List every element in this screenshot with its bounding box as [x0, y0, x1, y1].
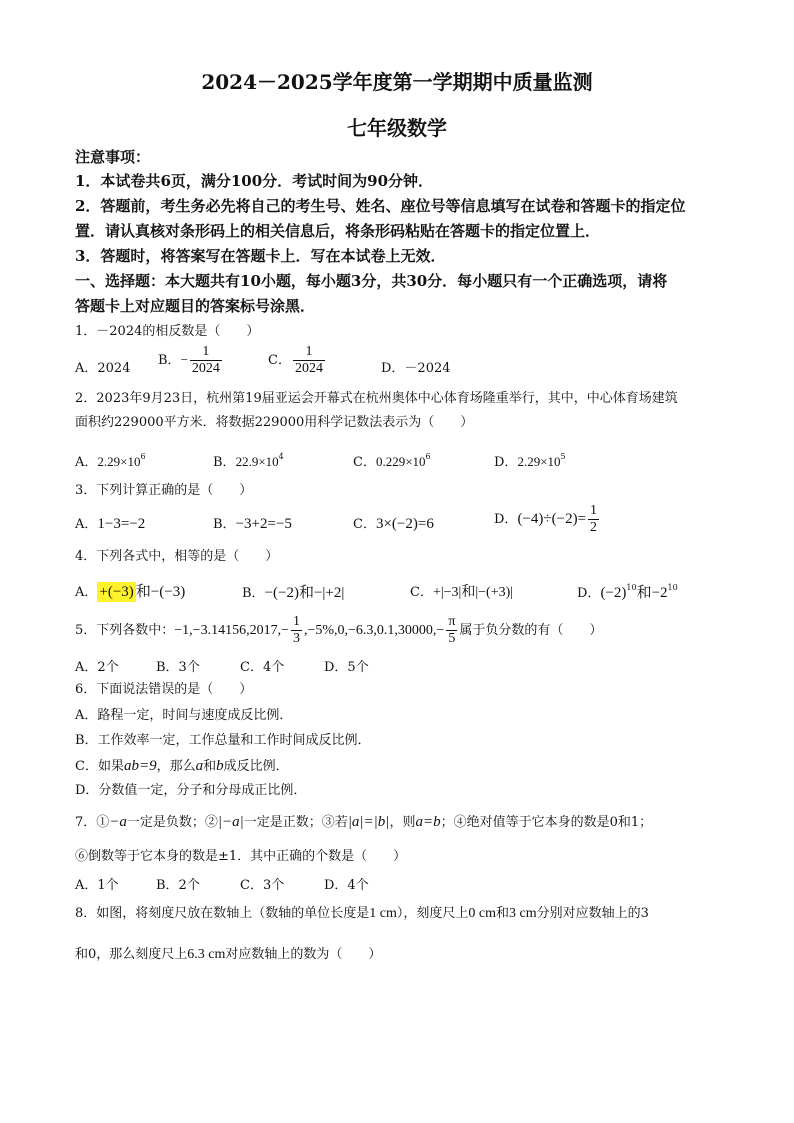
- option-base: 2.29×10: [97, 454, 141, 469]
- q7-stem-line-1: [75, 813, 652, 832]
- q6-option-c: [75, 757, 289, 776]
- option-exponent: 10: [626, 583, 637, 592]
- q5-stem: [75, 614, 602, 647]
- option-label: B．: [213, 455, 236, 470]
- q4-option-d: [577, 581, 678, 602]
- q1-option-b-label: B．: [158, 353, 181, 368]
- option-expression: −(−2)和−|+2|: [264, 585, 345, 601]
- option-label: A．: [75, 517, 98, 532]
- option-base: (−2): [600, 585, 627, 601]
- text: ），刻度尺上: [396, 906, 469, 921]
- math-expression: ab=9: [123, 758, 157, 774]
- text: 一定是正数；③若: [243, 815, 348, 830]
- fraction-numerator: 1: [293, 344, 325, 361]
- option-expression: 和−2: [636, 585, 668, 601]
- option-label: D．: [577, 586, 601, 601]
- text: 一定是负数；②: [126, 815, 218, 830]
- q6-stem: 6．下面说法错误的是（ ）: [75, 682, 253, 697]
- q1-option-b: [158, 344, 224, 377]
- option-label: C．: [353, 455, 376, 470]
- option-exponent: 4: [278, 452, 284, 461]
- text: 和: [203, 759, 217, 774]
- fraction-numerator: 1: [590, 503, 598, 518]
- text: 8．如图，将刻度尺放在数轴上（数轴的单位长度是: [75, 906, 370, 921]
- q5-fraction-one-third: [291, 614, 302, 647]
- q5-option-a: A．2个: [75, 660, 119, 675]
- math-expression: −a: [109, 814, 127, 830]
- unit-value: 1 cm: [369, 906, 397, 921]
- section-1-line-2: 答题卡上对应题目的答案标号涂黑．: [75, 297, 316, 315]
- q7-stem-line-2: ⑥倒数等于它本身的数是±1．其中正确的个数是（ ）: [75, 849, 407, 864]
- option-expression: 3×(−2)=6: [375, 516, 434, 532]
- q2-stem-line-2: 面积约229000平方米．将数据229000用科学记数法表示为（ ）: [75, 415, 474, 430]
- q5-numbers-part-2: ,−5%,0,−6.3,0.1,30000,−: [303, 623, 445, 638]
- q1-option-b-sign: −: [180, 352, 188, 367]
- q5-option-c: C．4个: [240, 660, 285, 675]
- option-label: A．: [75, 585, 98, 600]
- q5-numbers-part-1: −1,−3.14156,2017,−: [174, 623, 289, 638]
- notice-item-2-line-1: 2．答题前，考生务必先将自己的考生号、姓名、座位号等信息填写在试卷和答题卡的指定位: [75, 197, 686, 215]
- option-exponent: 10: [667, 583, 678, 592]
- q7-option-a: A．1个: [75, 878, 119, 893]
- option-label: B．: [213, 517, 236, 532]
- option-exponent: 5: [560, 452, 566, 461]
- math-variable: b: [216, 758, 224, 774]
- math-expression: a=b: [415, 814, 441, 830]
- q3-option-d: [494, 503, 601, 536]
- q2-option-a: [75, 451, 146, 470]
- q1-stem: 1．－2024的相反数是（ ）: [75, 324, 260, 339]
- option-label: D．: [494, 512, 518, 527]
- q2-stem-line-1: 2．2023年9月23日，杭州第19届亚运会开幕式在杭州奥体中心体育场隆重举行，其中，中心体育场建筑: [75, 391, 678, 406]
- q5-fraction-pi-fifth: [446, 614, 457, 647]
- q1-option-c-label: C．: [268, 353, 291, 368]
- q5-stem-suffix: 属于负分数的有（ ）: [459, 623, 603, 638]
- option-label: C．: [410, 585, 433, 600]
- text: ；④绝对值等于它本身的数是0和1；: [440, 815, 653, 830]
- text: 成反比例．: [223, 759, 289, 774]
- q4-option-b: [242, 581, 344, 602]
- math-variable: a: [195, 758, 204, 774]
- notice-heading: 注意事项：: [75, 148, 151, 166]
- q2-option-b: [213, 451, 284, 470]
- option-base: 0.229×10: [375, 454, 426, 469]
- option-label: C．: [353, 517, 376, 532]
- option-label: B．: [242, 586, 265, 601]
- q3-stem: 3．下列计算正确的是（ ）: [75, 483, 253, 498]
- q4-stem: 4．下列各式中，相等的是（ ）: [75, 549, 279, 564]
- q4-option-c: [410, 581, 513, 601]
- q7-option-c: C．3个: [240, 878, 285, 893]
- notice-item-2-line-2: 置．请认真核对条形码上的相关信息后，将条形码粘贴在答题卡的指定位置上．: [75, 222, 601, 240]
- option-label: A．: [75, 455, 98, 470]
- q1-option-c: [268, 344, 327, 377]
- q5-stem-prefix: 5．下列各数中：: [75, 623, 175, 638]
- notice-item-1: 1．本试卷共6页，满分100分．考试时间为90分钟．: [75, 172, 434, 190]
- option-label: D．: [494, 455, 518, 470]
- unit-value: 0 cm: [468, 906, 497, 921]
- q4-option-a: [75, 580, 185, 601]
- exam-subtitle: 七年级数学: [347, 116, 447, 140]
- q7-option-d: D．4个: [324, 878, 369, 893]
- notice-item-3: 3．答题时，将答案写在答题卡上．写在本试卷上无效．: [75, 247, 446, 265]
- q3-option-b: [213, 513, 292, 533]
- q3-option-c: [353, 513, 434, 533]
- math-expression: |−a|: [217, 814, 244, 830]
- math-expression: |a|=|b|: [347, 814, 390, 830]
- fraction-denominator: 2: [590, 520, 598, 535]
- text: 7．①: [75, 815, 110, 830]
- fraction-denominator: 3: [292, 631, 300, 646]
- fraction-denominator: 5: [448, 631, 456, 646]
- unit-value: 3 cm: [509, 906, 537, 921]
- q1-option-a: A．2024: [75, 361, 131, 376]
- exam-title: 2024－2025学年度第一学期期中质量监测: [201, 70, 593, 94]
- text: 和0，那么刻度尺上: [75, 947, 188, 962]
- text: ，那么: [156, 759, 196, 774]
- text: 和: [496, 906, 510, 921]
- text: C．如果: [75, 759, 124, 774]
- q6-option-d: D．分数值一定，分子和分母成正比例．: [75, 783, 307, 798]
- q2-option-c: [353, 451, 431, 470]
- text: ，则: [389, 815, 416, 830]
- section-1-line-1: 一、选择题：本大题共有10小题，每小题3分，共30分．每小题只有一个正确选项，请将: [75, 272, 668, 290]
- q5-option-d: D．5个: [324, 660, 369, 675]
- q3-option-d-fraction: [588, 503, 599, 536]
- highlighted-expression: +(−3): [99, 584, 134, 600]
- fraction-numerator: 1: [292, 614, 300, 629]
- option-exponent: 6: [140, 452, 146, 461]
- option-expression: 和−(−3): [135, 584, 186, 600]
- option-base: 2.29×10: [517, 454, 561, 469]
- q8-stem-line-2: [75, 946, 381, 964]
- q6-option-b: B．工作效率一定，工作总量和工作时间成反比例．: [75, 733, 371, 748]
- q3-option-a: [75, 513, 145, 533]
- fraction-denominator: 2024: [294, 361, 323, 376]
- fraction-numerator: π: [448, 614, 456, 629]
- q2-option-d: [494, 451, 566, 470]
- option-expression: −3+2=−5: [235, 516, 292, 532]
- option-base: 22.9×10: [235, 454, 279, 469]
- unit-value: 6.3 cm: [187, 947, 226, 962]
- q1-option-d: D．－2024: [381, 361, 451, 376]
- fraction-denominator: 2024: [191, 361, 220, 376]
- q8-stem-line-1: [75, 905, 649, 923]
- text: 对应数轴上的数为（ ）: [225, 947, 382, 962]
- q7-option-b: B．2个: [156, 878, 200, 893]
- option-expression: (−4)÷(−2)=: [517, 511, 587, 527]
- text: 分别对应数轴上的3: [536, 906, 649, 921]
- q6-option-a: A．路程一定，时间与速度成反比例．: [75, 708, 293, 723]
- q5-option-b: B．3个: [156, 660, 200, 675]
- q1-option-b-fraction: [190, 344, 222, 377]
- q1-option-c-fraction: [293, 344, 325, 377]
- option-expression: +|−3|和|−(+3)|: [432, 585, 514, 600]
- option-expression: 1−3=−2: [97, 516, 146, 532]
- option-exponent: 6: [425, 452, 431, 461]
- fraction-numerator: 1: [190, 344, 222, 361]
